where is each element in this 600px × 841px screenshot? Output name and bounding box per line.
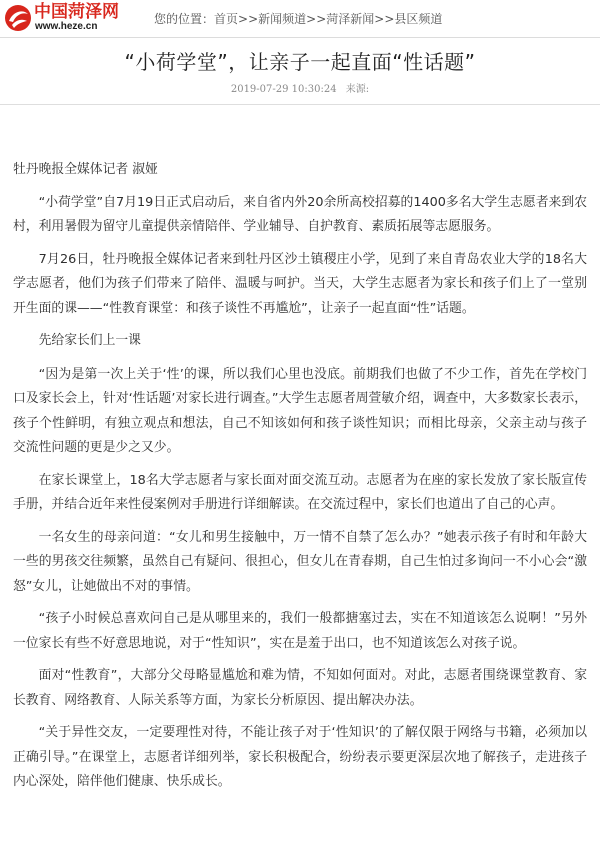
paragraph: “因为是第一次上关于‘性’的课，所以我们心里也没底。前期我们也做了不少工作，首先在学校门口及家长会上，针对‘性话题’对家长进行调查。”大学生志愿者周萱敏介绍，调查中，大多数家长表示，孩子个性鲜明，有独立观点和想法，自己不知该如何和孩子谈性知识；而相比母亲，父亲主动与孩子交流性问题的更是少之又少。 (13, 366, 587, 455)
breadcrumb-county-channel[interactable]: 县区频道 (394, 12, 443, 26)
paragraph: 7月26日，牡丹晚报全媒体记者来到牡丹区沙土镇稷庄小学，见到了来自青岛农业大学的18名大学志愿者，他们为孩子们带来了陪伴、温暖与呵护。当天，大学生志愿者为家长和孩子们上了一堂别开生面的课——“性教育课堂：和孩子谈性不再尴尬”，让亲子一起直面“性”话题。 (13, 251, 587, 316)
article-byline: 牡丹晚报全媒体记者 淑娅 (13, 162, 158, 177)
title-divider (0, 104, 600, 105)
location-label: 您的位置： (154, 12, 215, 26)
breadcrumb-news-channel[interactable]: 新闻频道 (258, 12, 307, 26)
article-meta (0, 80, 600, 95)
logo-mark-icon (3, 3, 33, 33)
breadcrumb-separator: >> (238, 11, 259, 26)
paragraph: “孩子小时候总喜欢问自己是从哪里来的，我们一般都搪塞过去，实在不知道该怎么说啊！”另外一位家长有些不好意思地说，对于“性知识”，实在是羞于出口，也不知道该怎么对孩子说。 (13, 611, 587, 651)
publish-date: 2019-07-29 10:30:24 (230, 84, 337, 95)
breadcrumb-separator: >> (306, 11, 327, 26)
article-title: “小荷学堂”，让亲子一起直面“性话题” (124, 50, 476, 74)
breadcrumb-heze-news[interactable]: 菏泽新闻 (326, 12, 375, 26)
paragraph: 一名女生的母亲问道：“女儿和男生接触中，万一情不自禁了怎么办？”她表示孩子有时和年龄大一些的男孩交往频繁，虽然自己有疑问、很担心，但女儿在青春期，自己生怕过多询问一不小心会“激怒”女儿，让她做出不对的事情。 (13, 529, 587, 594)
paragraph: “小荷学堂”自7月19日正式启动后，来自省内外20余所高校招募的1400多名大学生志愿者来到农村，利用暑假为留守儿童提供亲情陪伴、学业辅导、自护教育、素质拓展等志愿服务。 (13, 194, 587, 234)
site-logo[interactable] (0, 0, 148, 37)
breadcrumb-home[interactable]: 首页 (214, 12, 239, 26)
section-subheading: 先给家长们上一课 (38, 333, 141, 348)
site-header (0, 0, 600, 38)
paragraph: 面对“性教育”，大部分父母略显尴尬和难为情，不知如何面对。对此，志愿者围绕课堂教育、家长教育、网络教育、人际关系等方面，为家长分析原因、提出解决办法。 (13, 668, 587, 708)
logo-text: 中国菏泽网 (34, 2, 119, 21)
breadcrumb (154, 10, 442, 27)
paragraph: 在家长课堂上，18名大学志愿者与家长面对面交流互动。志愿者为在座的家长发放了家长版宣传手册，并结合近年来性侵案例对手册进行详细解读。在交流过程中，家长们也道出了自己的心声。 (13, 472, 587, 512)
article-body (0, 158, 600, 795)
logo-url: www.heze.cn (35, 21, 98, 32)
paragraph: “关于异性交友，一定要理性对待，不能让孩子对于‘性知识’的了解仅限于网络与书籍，必须加以正确引导。”在课堂上，志愿者详细列举，家长积极配合，纷纷表示要更深层次地了解孩子，走进孩子内心深处，陪伴他们健康、快乐成长。 (13, 725, 587, 789)
source-label: 来源: (345, 84, 370, 95)
breadcrumb-separator: >> (374, 11, 395, 26)
